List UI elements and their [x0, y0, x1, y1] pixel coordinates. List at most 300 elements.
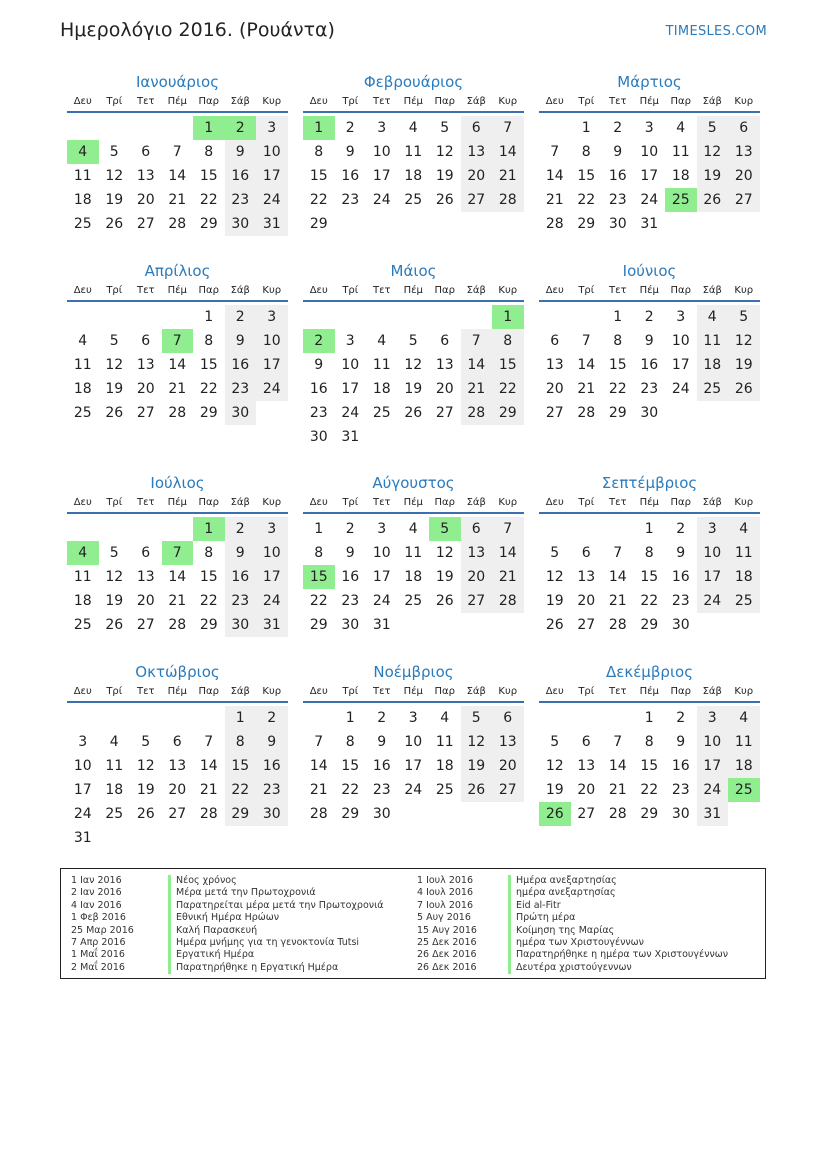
- legend-date: 25 Δεκ 2016: [417, 936, 477, 948]
- holiday-day-cell: 4: [67, 140, 99, 164]
- month-name: Ιούνιος: [622, 262, 677, 280]
- day-cell: 1: [613, 309, 623, 325]
- legend-date: 7 Ιουλ 2016: [417, 899, 473, 911]
- day-cell: 12: [435, 144, 454, 160]
- day-cell: 20: [577, 593, 596, 609]
- day-cell: 21: [168, 381, 187, 397]
- day-cell: 4: [408, 521, 418, 537]
- day-cell: 2: [644, 309, 654, 325]
- weekday-label: Πέμ: [639, 285, 659, 296]
- day-cell: 2: [225, 305, 257, 329]
- month-calendar: [67, 472, 288, 637]
- day-cell: 20: [168, 782, 187, 798]
- day-cell: 1: [204, 309, 214, 325]
- weekday-label: Τετ: [372, 96, 391, 107]
- day-cell: 14: [492, 541, 524, 565]
- weekday-label: Τετ: [608, 497, 627, 508]
- weekday-label: Τετ: [608, 686, 627, 697]
- page-title: Ημερολόγιο 2016. (Ρουάντα): [60, 19, 335, 41]
- weekday-label: Κυρ: [498, 497, 518, 508]
- empty-cell: [99, 517, 131, 541]
- empty-cell: [335, 212, 367, 236]
- week-row: [303, 140, 524, 164]
- weekday-label: Πέμ: [639, 497, 659, 508]
- day-cell: 27: [136, 617, 155, 633]
- holiday-day-cell: 7: [162, 541, 194, 565]
- day-cell: 23: [341, 593, 360, 609]
- day-cell: 13: [136, 569, 155, 585]
- weekday-label: Παρ: [434, 285, 455, 296]
- day-cell: 15: [199, 357, 218, 373]
- day-cell: 4: [728, 706, 760, 730]
- legend-date: 26 Δεκ 2016: [417, 949, 477, 961]
- day-cell: 4: [78, 333, 88, 349]
- month-name: Φεβρουάριος: [363, 73, 464, 91]
- day-cell: 25: [404, 593, 423, 609]
- weekday-label: Κυρ: [498, 686, 518, 697]
- empty-cell: [99, 305, 131, 329]
- day-cell: 12: [728, 329, 760, 353]
- day-cell: 6: [550, 333, 560, 349]
- empty-cell: [67, 116, 99, 140]
- day-cell: 14: [461, 353, 493, 377]
- day-cell: 19: [435, 168, 454, 184]
- empty-cell: [602, 517, 634, 541]
- weekday-label: Δευ: [545, 497, 564, 508]
- day-cell: 18: [73, 381, 92, 397]
- day-cell: 23: [640, 381, 659, 397]
- month-calendar: [67, 260, 288, 425]
- weekday-header: [303, 282, 524, 302]
- weekday-label: Τρί: [578, 497, 595, 508]
- day-cell: 9: [345, 545, 355, 561]
- week-row: [539, 353, 760, 377]
- day-cell: 24: [256, 188, 288, 212]
- day-cell: 29: [341, 806, 360, 822]
- day-cell: 22: [199, 593, 218, 609]
- day-cell: 8: [314, 545, 324, 561]
- empty-cell: [539, 517, 571, 541]
- day-cell: 16: [341, 168, 360, 184]
- weekday-label: Τετ: [136, 285, 155, 296]
- week-row: [303, 613, 524, 637]
- day-cell: 15: [608, 357, 627, 373]
- weekday-label: Σάβ: [230, 285, 250, 296]
- legend-holiday-name: Εργατική Ημέρα: [168, 949, 384, 961]
- day-cell: 2: [676, 521, 686, 537]
- day-cell: 5: [109, 333, 119, 349]
- weekday-header: [539, 494, 760, 514]
- empty-cell: [429, 802, 461, 826]
- day-cell: 18: [697, 353, 729, 377]
- empty-cell: [398, 425, 430, 449]
- weekday-label: Πέμ: [167, 497, 187, 508]
- month-calendar: [303, 472, 524, 637]
- week-row: [303, 353, 524, 377]
- day-cell: 28: [309, 806, 328, 822]
- day-cell: 6: [141, 333, 151, 349]
- day-cell: 16: [256, 754, 288, 778]
- day-cell: 18: [73, 593, 92, 609]
- weekday-label: Κυρ: [734, 285, 754, 296]
- day-cell: 23: [608, 192, 627, 208]
- legend-holiday-name: Νέος χρόνος: [168, 875, 384, 887]
- week-row: [67, 613, 288, 637]
- day-cell: 24: [640, 192, 659, 208]
- day-cell: 19: [545, 782, 564, 798]
- day-cell: 7: [461, 329, 493, 353]
- empty-cell: [697, 401, 729, 425]
- day-cell: 13: [492, 730, 524, 754]
- day-cell: 24: [341, 405, 360, 421]
- empty-cell: [162, 826, 194, 850]
- weekday-label: Κυρ: [498, 96, 518, 107]
- week-row: [67, 826, 288, 850]
- day-cell: 22: [640, 782, 659, 798]
- day-cell: 9: [314, 357, 324, 373]
- month-calendar: [67, 661, 288, 850]
- month-name: Ιούλιος: [150, 474, 205, 492]
- weekday-label: Δευ: [73, 285, 92, 296]
- day-cell: 12: [545, 569, 564, 585]
- week-row: [67, 802, 288, 826]
- day-cell: 25: [73, 216, 92, 232]
- day-cell: 18: [404, 569, 423, 585]
- day-cell: 12: [105, 569, 124, 585]
- day-cell: 25: [372, 405, 391, 421]
- day-cell: 5: [109, 545, 119, 561]
- day-cell: 11: [671, 144, 690, 160]
- legend-date: 4 Ιαν 2016: [71, 899, 122, 911]
- day-cell: 29: [640, 617, 659, 633]
- day-cell: 16: [225, 353, 257, 377]
- day-cell: 17: [372, 569, 391, 585]
- day-cell: 11: [372, 357, 391, 373]
- day-cell: 8: [204, 144, 214, 160]
- weekday-label: Σάβ: [230, 497, 250, 508]
- day-cell: 23: [309, 405, 328, 421]
- day-cell: 7: [613, 734, 623, 750]
- day-cell: 7: [581, 333, 591, 349]
- day-cell: 12: [136, 758, 155, 774]
- weekday-label: Σάβ: [702, 686, 722, 697]
- empty-cell: [571, 706, 603, 730]
- day-cell: 7: [492, 517, 524, 541]
- weekday-header: [67, 93, 288, 113]
- weekday-label: Τρί: [106, 96, 123, 107]
- day-cell: 31: [697, 802, 729, 826]
- day-cell: 29: [577, 216, 596, 232]
- empty-cell: [366, 305, 398, 329]
- day-cell: 10: [640, 144, 659, 160]
- day-cell: 10: [697, 541, 729, 565]
- day-cell: 19: [404, 381, 423, 397]
- legend-date: 1 Φεβ 2016: [71, 912, 126, 924]
- week-row: [539, 613, 760, 637]
- day-cell: 16: [341, 569, 360, 585]
- weekday-label: Πέμ: [167, 285, 187, 296]
- day-cell: 29: [608, 405, 627, 421]
- day-cell: 3: [697, 517, 729, 541]
- day-cell: 4: [109, 734, 119, 750]
- month-calendar: [539, 260, 760, 425]
- week-row: [539, 706, 760, 730]
- day-cell: 25: [73, 405, 92, 421]
- day-cell: 20: [492, 754, 524, 778]
- weekday-label: Παρ: [198, 497, 219, 508]
- empty-cell: [193, 706, 225, 730]
- holiday-day-cell: 7: [162, 329, 194, 353]
- day-cell: 13: [461, 140, 493, 164]
- day-cell: 31: [256, 212, 288, 236]
- day-cell: 19: [136, 782, 155, 798]
- day-cell: 14: [608, 569, 627, 585]
- legend-holiday-name: Πρώτη μέρα: [508, 912, 728, 924]
- day-cell: 9: [676, 734, 686, 750]
- week-row: [539, 778, 760, 802]
- month-calendar: [303, 71, 524, 236]
- day-cell: 23: [671, 782, 690, 798]
- day-cell: 15: [309, 168, 328, 184]
- day-cell: 20: [545, 381, 564, 397]
- day-cell: 4: [377, 333, 387, 349]
- day-cell: 26: [136, 806, 155, 822]
- empty-cell: [162, 706, 194, 730]
- empty-cell: [728, 802, 760, 826]
- day-cell: 2: [345, 521, 355, 537]
- day-cell: 24: [256, 377, 288, 401]
- day-cell: 3: [256, 517, 288, 541]
- weekday-label: Πέμ: [403, 686, 423, 697]
- day-cell: 19: [105, 593, 124, 609]
- day-cell: 26: [105, 216, 124, 232]
- weekday-header: [303, 683, 524, 703]
- day-cell: 27: [136, 405, 155, 421]
- day-cell: 24: [671, 381, 690, 397]
- weekday-label: Τετ: [136, 96, 155, 107]
- weekday-label: Κυρ: [262, 686, 282, 697]
- legend-date: 1 Μαΐ 2016: [71, 949, 125, 961]
- month-name: Ιανουάριος: [135, 73, 219, 91]
- day-cell: 15: [199, 168, 218, 184]
- weekday-label: Παρ: [434, 96, 455, 107]
- week-row: [67, 377, 288, 401]
- day-cell: 11: [404, 545, 423, 561]
- day-cell: 12: [404, 357, 423, 373]
- day-cell: 24: [73, 806, 92, 822]
- day-cell: 24: [372, 192, 391, 208]
- day-cell: 26: [728, 377, 760, 401]
- legend-date: 4 Ιουλ 2016: [417, 887, 473, 899]
- week-row: [67, 401, 288, 425]
- day-cell: 8: [345, 734, 355, 750]
- day-cell: 9: [225, 140, 257, 164]
- day-cell: 3: [697, 706, 729, 730]
- day-cell: 25: [73, 617, 92, 633]
- week-row: [539, 802, 760, 826]
- day-cell: 21: [492, 565, 524, 589]
- day-cell: 9: [613, 144, 623, 160]
- day-cell: 22: [199, 192, 218, 208]
- empty-cell: [697, 212, 729, 236]
- day-cell: 2: [676, 710, 686, 726]
- week-row: [303, 401, 524, 425]
- empty-cell: [461, 212, 493, 236]
- weekday-label: Δευ: [73, 686, 92, 697]
- month-calendar: [539, 472, 760, 637]
- week-row: [303, 188, 524, 212]
- day-cell: 29: [199, 617, 218, 633]
- weekday-label: Κυρ: [734, 96, 754, 107]
- day-cell: 22: [341, 782, 360, 798]
- legend-holiday-name: Δευτέρα χριστούγεννων: [508, 962, 728, 974]
- empty-cell: [429, 613, 461, 637]
- week-row: [67, 589, 288, 613]
- day-cell: 29: [225, 802, 257, 826]
- weekday-label: Τρί: [342, 96, 359, 107]
- legend-holiday-name: Ημέρα μνήμης για τη γενοκτονία Tutsi: [168, 937, 384, 949]
- empty-cell: [67, 706, 99, 730]
- day-cell: 10: [697, 730, 729, 754]
- day-cell: 11: [73, 168, 92, 184]
- brand-link[interactable]: TIMESLES.COM: [665, 24, 767, 39]
- week-row: [67, 565, 288, 589]
- week-row: [67, 212, 288, 236]
- day-cell: 27: [136, 216, 155, 232]
- weekday-label: Κυρ: [262, 285, 282, 296]
- day-cell: 23: [341, 192, 360, 208]
- day-cell: 23: [225, 377, 257, 401]
- month-name: Σεπτέμβριος: [601, 474, 698, 492]
- day-cell: 27: [168, 806, 187, 822]
- day-cell: 11: [728, 541, 760, 565]
- weekday-label: Τετ: [608, 96, 627, 107]
- empty-cell: [398, 212, 430, 236]
- empty-cell: [99, 706, 131, 730]
- day-cell: 19: [105, 381, 124, 397]
- day-cell: 5: [408, 333, 418, 349]
- weekday-header: [539, 683, 760, 703]
- legend-holiday-name: ημέρα ανεξαρτησίας: [508, 887, 728, 899]
- week-row: [303, 517, 524, 541]
- week-row: [539, 589, 760, 613]
- day-cell: 13: [728, 140, 760, 164]
- day-cell: 30: [671, 806, 690, 822]
- day-cell: 11: [73, 357, 92, 373]
- weekday-label: Παρ: [198, 686, 219, 697]
- day-cell: 10: [404, 734, 423, 750]
- weekday-header: [303, 494, 524, 514]
- weekday-label: Δευ: [73, 96, 92, 107]
- empty-cell: [162, 116, 194, 140]
- day-cell: 28: [168, 216, 187, 232]
- day-cell: 27: [577, 806, 596, 822]
- empty-cell: [130, 305, 162, 329]
- day-cell: 26: [461, 778, 493, 802]
- weekday-header: [539, 282, 760, 302]
- week-row: [539, 188, 760, 212]
- empty-cell: [492, 425, 524, 449]
- day-cell: 20: [728, 164, 760, 188]
- weekday-label: Τετ: [136, 686, 155, 697]
- day-cell: 10: [372, 545, 391, 561]
- day-cell: 21: [168, 192, 187, 208]
- day-cell: 6: [141, 545, 151, 561]
- weekday-label: Τρί: [578, 686, 595, 697]
- legend-holiday-name: Κοίμηση της Μαρίας: [508, 925, 728, 937]
- holiday-day-cell: 1: [193, 517, 225, 541]
- week-row: [303, 565, 524, 589]
- day-cell: 19: [461, 754, 493, 778]
- day-cell: 21: [309, 782, 328, 798]
- day-cell: 25: [697, 377, 729, 401]
- empty-cell: [67, 517, 99, 541]
- empty-cell: [429, 212, 461, 236]
- day-cell: 13: [136, 357, 155, 373]
- day-cell: 23: [671, 593, 690, 609]
- day-cell: 22: [309, 593, 328, 609]
- empty-cell: [162, 517, 194, 541]
- month-calendar: [303, 661, 524, 826]
- weekday-label: Τετ: [136, 497, 155, 508]
- day-cell: 3: [377, 521, 387, 537]
- day-cell: 13: [435, 357, 454, 373]
- weekday-label: Σάβ: [702, 96, 722, 107]
- day-cell: 4: [440, 710, 450, 726]
- day-cell: 8: [581, 144, 591, 160]
- holiday-day-cell: 26: [539, 802, 571, 826]
- day-cell: 10: [671, 333, 690, 349]
- day-cell: 18: [372, 381, 391, 397]
- day-cell: 20: [136, 192, 155, 208]
- day-cell: 8: [204, 545, 214, 561]
- weekday-label: Πέμ: [403, 96, 423, 107]
- day-cell: 22: [640, 593, 659, 609]
- day-cell: 13: [577, 569, 596, 585]
- empty-cell: [492, 613, 524, 637]
- day-cell: 12: [697, 140, 729, 164]
- day-cell: 8: [492, 329, 524, 353]
- day-cell: 9: [377, 734, 387, 750]
- day-cell: 1: [581, 120, 591, 136]
- weekday-label: Πέμ: [639, 686, 659, 697]
- week-row: [67, 353, 288, 377]
- day-cell: 19: [697, 164, 729, 188]
- day-cell: 14: [608, 758, 627, 774]
- day-cell: 10: [256, 329, 288, 353]
- day-cell: 3: [345, 333, 355, 349]
- day-cell: 26: [545, 617, 564, 633]
- weekday-label: Δευ: [73, 497, 92, 508]
- day-cell: 30: [225, 212, 257, 236]
- day-cell: 5: [141, 734, 151, 750]
- legend-names-right: [508, 875, 728, 974]
- week-row: [539, 212, 760, 236]
- day-cell: 30: [256, 802, 288, 826]
- week-row: [539, 730, 760, 754]
- day-cell: 17: [372, 168, 391, 184]
- empty-cell: [728, 613, 760, 637]
- day-cell: 15: [225, 754, 257, 778]
- day-cell: 24: [372, 593, 391, 609]
- day-cell: 17: [697, 565, 729, 589]
- weekday-label: Κυρ: [262, 497, 282, 508]
- weekday-label: Παρ: [670, 96, 691, 107]
- weekday-label: Δευ: [309, 686, 328, 697]
- day-cell: 24: [256, 589, 288, 613]
- day-cell: 21: [577, 381, 596, 397]
- day-cell: 28: [608, 617, 627, 633]
